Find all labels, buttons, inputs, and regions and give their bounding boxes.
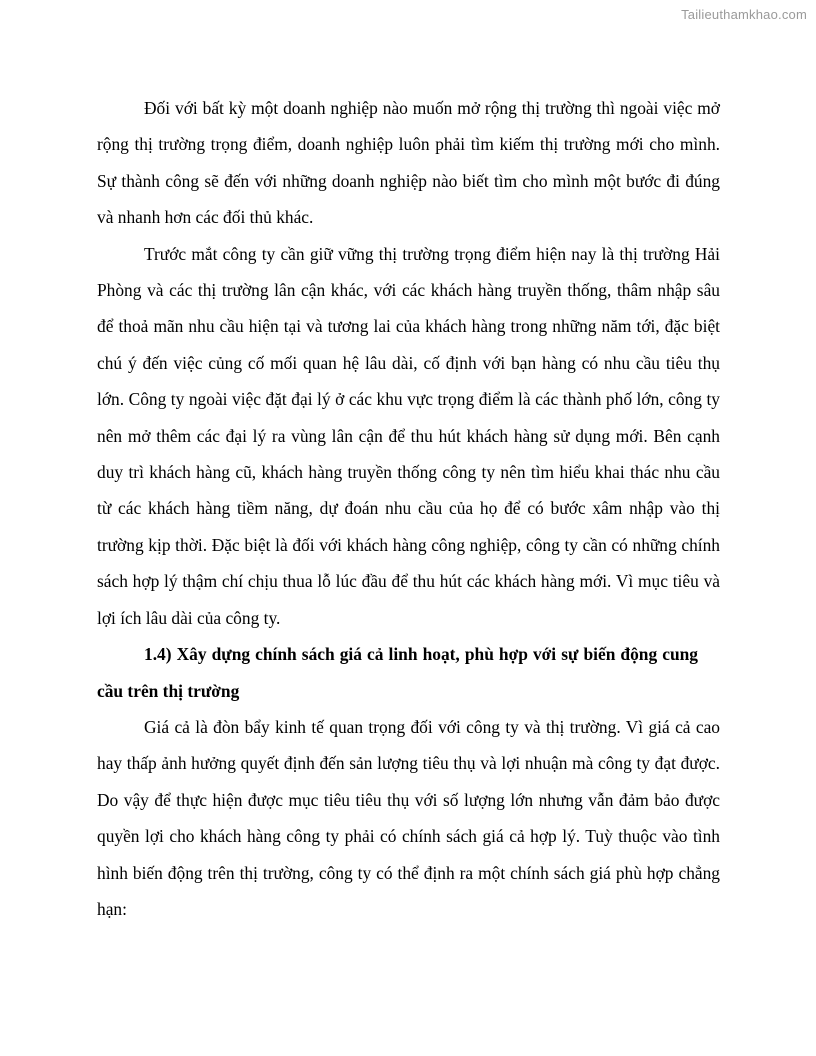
- document-page: [97, 90, 720, 927]
- section-heading-pricing-policy: [97, 636, 720, 709]
- paragraph-key-markets: Trước mắt công ty cần giữ vững thị trường trọng điểm hiện nay là thị trường Hải Phòng và các thị trường lân cận khác, với các khách hàng truyền thống, thâm nhập sâu để thoả mãn nhu cầu hiện tại và tương lai của khách hàng trong những năm tới, đặc biệt chú ý đến việc củng cố mối quan hệ lâu dài, cố định với bạn hàng có nhu cầu tiêu thụ lớn. Công ty ngoài việc đặt đại lý ở các khu vực trọng điểm là các thành phố lớn, công ty nên mở thêm các đại lý ra vùng lân cận để thu hút khách hàng sử dụng mới. Bên cạnh duy trì khách hàng cũ, khách hàng truyền thống công ty nên tìm hiểu khai thác nhu cầu từ các khách hàng tiềm năng, dự đoán nhu cầu của họ để có bước xâm nhập vào thị trường kịp thời. Đặc biệt là đối với khách hàng công nghiệp, công ty cần có những chính sách hợp lý thậm chí chịu thua lỗ lúc đầu để thu hút các khách hàng mới. Vì mục tiêu và lợi ích lâu dài của công ty.: [97, 243, 720, 628]
- paragraph-new-markets: Đối với bất kỳ một doanh nghiệp nào muốn mở rộng thị trường thì ngoài việc mở rộng thị trường trọng điểm, doanh nghiệp luôn phải tìm kiếm thị trường mới cho mình. Sự thành công sẽ đến với những doanh nghiệp nào biết tìm cho mình một bước đi đúng và nhanh hơn các đối thủ khác.: [97, 98, 720, 228]
- paragraph-pricing: Giá cả là đòn bẩy kinh tế quan trọng đối với công ty và thị trường. Vì giá cả cao hay thấp ảnh hưởng quyết định đến sản lượng tiêu thụ và lợi nhuận mà công ty đạt được. Do vậy để thực hiện được mục tiêu tiêu thụ với số lượng lớn nhưng vẫn đảm bảo được quyền lợi cho khách hàng công ty phải có chính sách giá cả hợp lý. Tuỳ thuộc vào tình hình biến động trên thị trường, công ty có thể định ra một chính sách giá phù hợp chẳng hạn:: [97, 716, 720, 919]
- heading-text-part1: 1.4) Xây dựng chính sách giá cả linh hoạt, phù hợp với sự biến động cung: [144, 644, 698, 665]
- heading-text-part2: cầu trên thị trường: [97, 680, 240, 701]
- watermark-text: Tailieuthamkhao.com: [681, 7, 807, 22]
